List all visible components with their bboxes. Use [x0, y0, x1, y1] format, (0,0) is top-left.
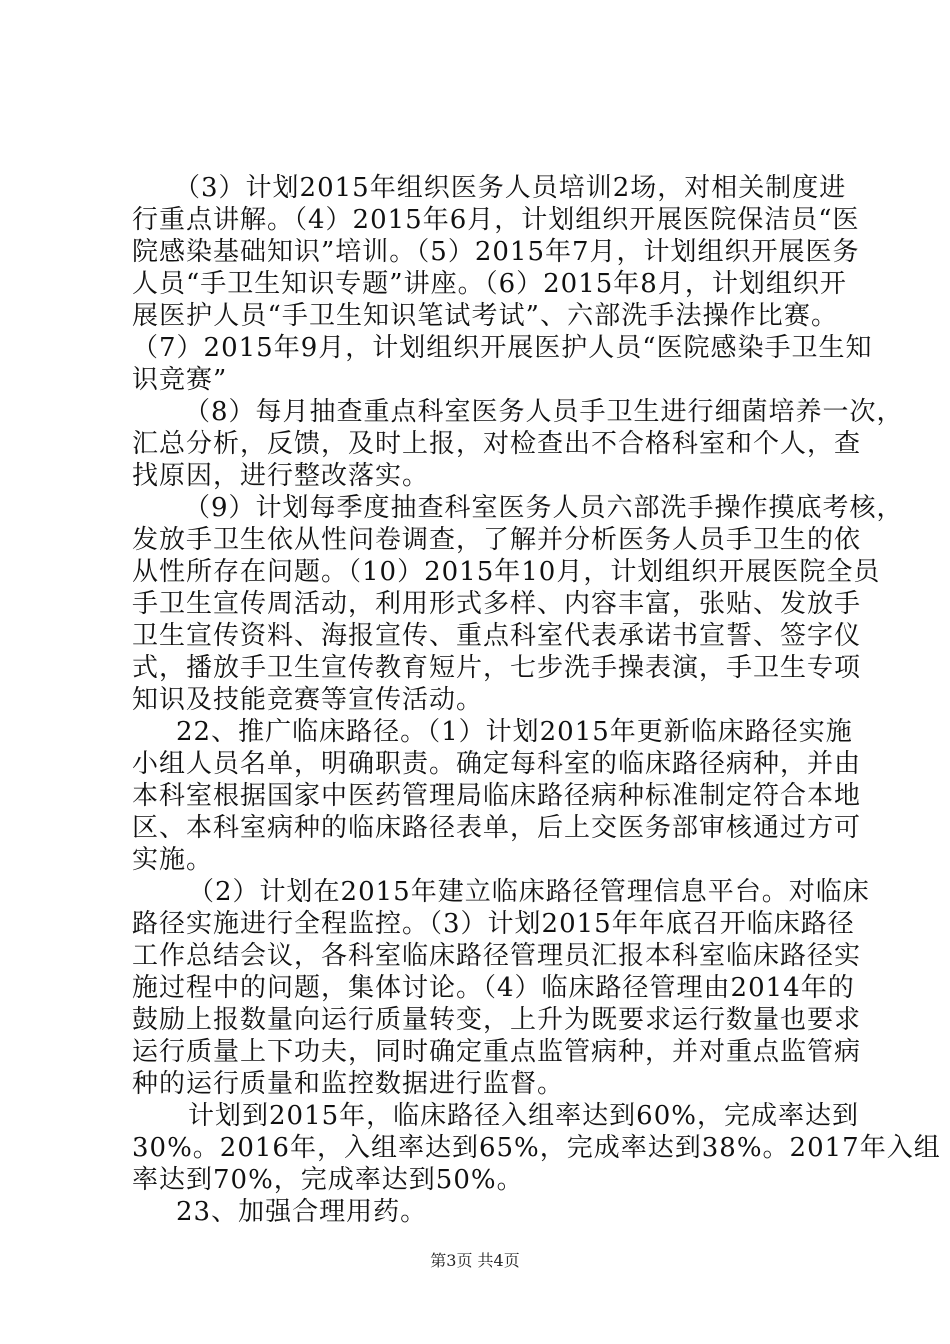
text-line: （3）计划2015年组织医务人员培训2场，对相关制度进	[174, 173, 847, 203]
text-line: 小组人员名单，明确职责。确定每科室的临床路径病种，并由	[132, 749, 862, 779]
text-line: 实施。	[132, 845, 214, 875]
text-line: 工作总结会议，各科室临床路径管理员汇报本科室临床路径实	[132, 941, 862, 971]
text-line: 知识及技能竞赛等宣传活动。	[132, 685, 484, 715]
text-line: 识竞赛”	[132, 365, 228, 395]
text-line: （7）2015年9月，计划组织开展医护人员“医院感染手卫生知	[132, 333, 873, 363]
text-line: 22、推广临床路径。（1）计划2015年更新临床路径实施	[176, 717, 853, 747]
text-line: 路径实施进行全程监控。（3）计划2015年年底召开临床路径	[132, 909, 855, 939]
text-line: 汇总分析，反馈，及时上报，对检查出不合格科室和个人，查	[132, 429, 862, 459]
text-line: （9）计划每季度抽查科室医务人员六部洗手操作摸底考核，	[184, 493, 904, 523]
text-line: 展医护人员“手卫生知识笔试考试”、六部洗手法操作比赛。	[132, 301, 838, 331]
text-line: 式，播放手卫生宣传教育短片，七步洗手操表演，手卫生专项	[132, 653, 862, 683]
page-number-footer: 第3页 共4页	[430, 1251, 520, 1270]
text-line: 种的运行质量和监控数据进行监督。	[132, 1069, 565, 1099]
paragraph	[132, 876, 870, 1100]
text-line: 运行质量上下功夫，同时确定重点监管病种，并对重点监管病	[132, 1037, 862, 1067]
text-line: 施过程中的问题，集体讨论。（4）临床路径管理由2014年的	[132, 973, 855, 1003]
text-line: 本科室根据国家中医药管理局临床路径病种标准制定符合本地	[132, 781, 862, 811]
paragraph	[132, 172, 873, 396]
text-line: （8）每月抽查重点科室医务人员手卫生进行细菌培养一次，	[184, 397, 904, 427]
text-line: 行重点讲解。（4）2015年6月，计划组织开展医院保洁员“医	[132, 205, 860, 235]
paragraph	[132, 396, 904, 492]
text-line: 鼓励上报数量向运行质量转变，上升为既要求运行数量也要求	[132, 1005, 862, 1035]
text-line: 计划到2015年，临床路径入组率达到60%，完成率达到	[188, 1101, 859, 1131]
text-line: 卫生宣传资料、海报宣传、重点科室代表承诺书宣誓、签字仪	[132, 621, 862, 651]
document-body	[132, 172, 941, 1228]
text-line: 30%。2016年，入组率达到65%，完成率达到38%。2017年入组	[132, 1133, 941, 1163]
text-line: 找原因，进行整改落实。	[132, 461, 430, 491]
text-line: 率达到70%，完成率达到50%。	[132, 1165, 524, 1195]
text-line: 23、加强合理用药。	[176, 1197, 428, 1227]
text-line: 区、本科室病种的临床路径表单，后上交医务部审核通过方可	[132, 813, 862, 843]
text-line: 院感染基础知识”培训。（5）2015年7月，计划组织开展医务	[132, 237, 860, 267]
text-line: 发放手卫生依从性问卷调查，了解并分析医务人员手卫生的依	[132, 525, 862, 555]
text-line: 手卫生宣传周活动，利用形式多样、内容丰富，张贴、发放手	[132, 589, 862, 619]
text-line: （2）计划在2015年建立临床路径管理信息平台。对临床	[188, 877, 870, 907]
paragraph	[132, 716, 862, 876]
paragraph	[132, 1100, 941, 1196]
text-line: 从性所存在问题。（10）2015年10月，计划组织开展医院全员	[132, 557, 881, 587]
text-line: 人员“手卫生知识专题”讲座。（6）2015年8月，计划组织开	[132, 269, 847, 299]
paragraph	[132, 1196, 838, 1228]
paragraph	[132, 492, 904, 716]
